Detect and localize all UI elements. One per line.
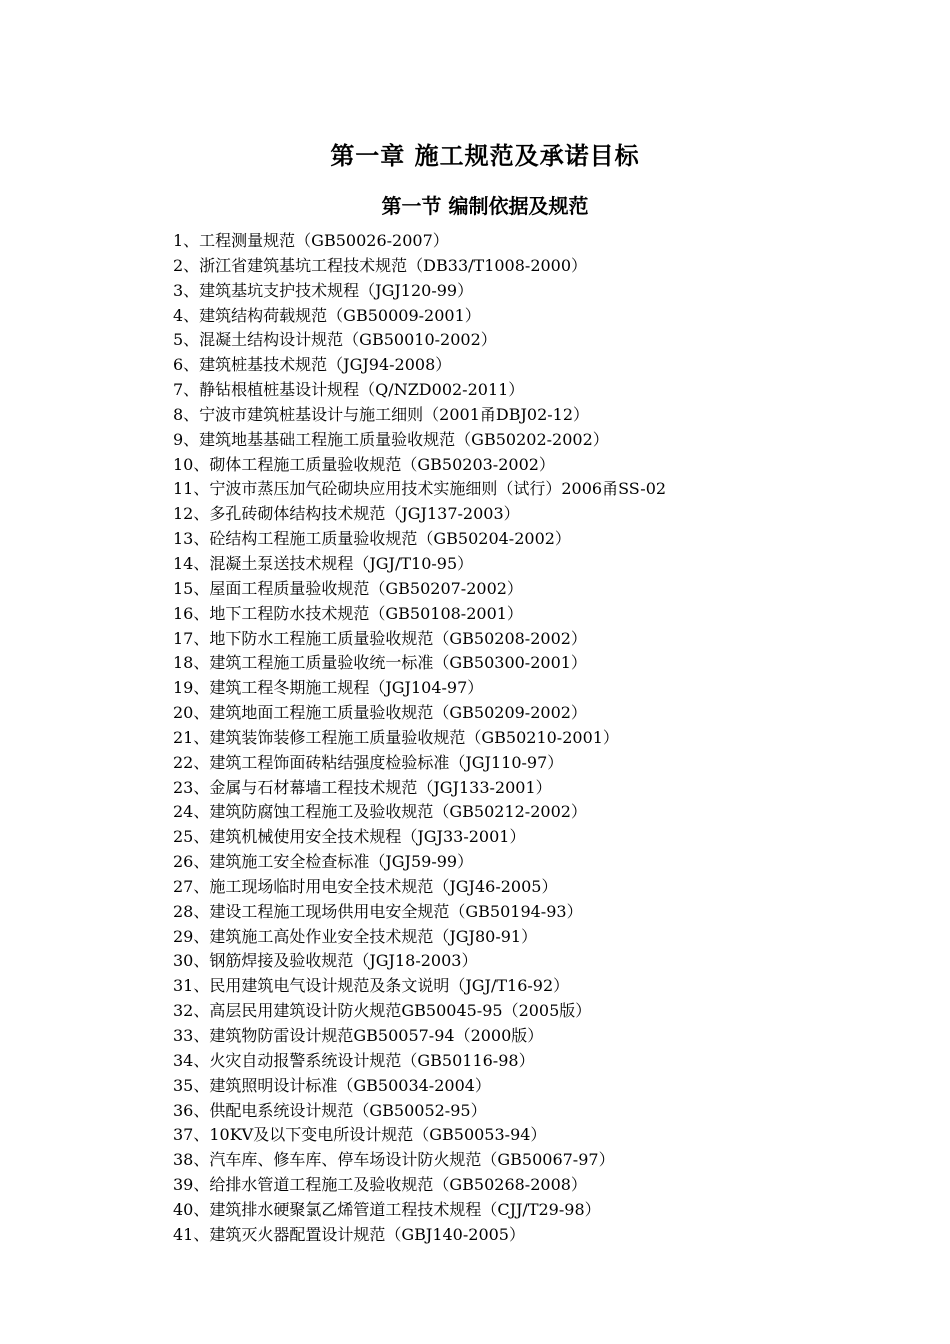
list-item: 6、建筑桩基技术规范（JGJ94-2008）: [173, 355, 452, 375]
list-item: 34、火灾自动报警系统设计规范（GB50116-98）: [173, 1050, 535, 1070]
list-item: 39、给排水管道工程施工及验收规范（GB50268-2008）: [173, 1175, 587, 1195]
list-item: 33、建筑物防雷设计规范GB50057-94（2000版）: [173, 1026, 544, 1045]
list-item: 18、建筑工程施工质量验收统一标准（GB50300-2001）: [173, 653, 587, 673]
list-item: 40、建筑排水硬聚氯乙烯管道工程技术规程（CJJ/T29-98）: [173, 1199, 601, 1219]
list-item: 28、建设工程施工现场供用电安全规范（GB50194-93）: [173, 901, 583, 921]
list-item: 11、宁波市蒸压加气砼砌块应用技术实施细则（试行）2006甬SS-02: [173, 479, 667, 499]
list-item: 10、砌体工程施工质量验收规范（GB50203-2002）: [173, 454, 555, 474]
list-item: 17、地下防水工程施工质量验收规范（GB50208-2002）: [173, 628, 587, 648]
list-item: 4、建筑结构荷载规范（GB50009-2001）: [173, 305, 481, 325]
list-item: 26、建筑施工安全检查标准（JGJ59-99）: [173, 852, 474, 872]
list-item: 19、建筑工程冬期施工规程（JGJ104-97）: [173, 678, 484, 698]
list-item: 9、建筑地基基础工程施工质量验收规范（GB50202-2002）: [173, 429, 609, 449]
list-item: 30、钢筋焊接及验收规范（JGJ18-2003）: [173, 951, 478, 971]
list-item: 21、建筑装饰装修工程施工质量验收规范（GB50210-2001）: [173, 727, 619, 747]
list-item: 32、高层民用建筑设计防火规范GB50045-95（2005版）: [173, 1001, 592, 1021]
list-item: 24、建筑防腐蚀工程施工及验收规范（GB50212-2002）: [173, 802, 587, 822]
list-item: 23、金属与石材幕墙工程技术规范（JGJ133-2001）: [173, 777, 552, 797]
list-item: 14、混凝土泵送技术规程（JGJ/T10-95）: [173, 553, 474, 573]
list-item: 3、建筑基坑支护技术规程（JGJ120-99）: [173, 280, 474, 300]
list-item: 36、供配电系统设计规范（GB50052-95）: [173, 1100, 487, 1120]
list-item: 16、地下工程防水技术规范（GB50108-2001）: [173, 603, 523, 623]
list-item: 37、10KV及以下变电所设计规范（GB50053-94）: [173, 1125, 547, 1145]
list-item: 29、建筑施工高处作业安全技术规范（JGJ80-91）: [173, 926, 538, 946]
standards-list: [173, 229, 666, 1248]
list-item: 22、建筑工程饰面砖粘结强度检验标准（JGJ110-97）: [173, 752, 564, 772]
list-item: 7、静钻根植桩基设计规程（Q/NZD002-2011）: [173, 380, 525, 400]
list-item: 41、建筑灭火器配置设计规范（GBJ140-2005）: [173, 1224, 525, 1244]
section-title: 第一节 编制依据及规范: [381, 194, 589, 218]
chapter-title: 第一章 施工规范及承诺目标: [330, 142, 640, 170]
list-item: 38、汽车库、修车库、停车场设计防火规范（GB50067-97）: [173, 1150, 615, 1170]
list-item: 25、建筑机械使用安全技术规程（JGJ33-2001）: [173, 827, 526, 847]
list-item: 20、建筑地面工程施工质量验收规范（GB50209-2002）: [173, 703, 587, 723]
list-item: 8、宁波市建筑桩基设计与施工细则（2001甬DBJ02-12）: [173, 404, 590, 424]
list-item: 35、建筑照明设计标准（GB50034-2004）: [173, 1075, 491, 1095]
list-item: 12、多孔砖砌体结构技术规范（JGJ137-2003）: [173, 504, 520, 524]
list-item: 1、工程测量规范（GB50026-2007）: [173, 231, 449, 250]
list-item: 2、浙江省建筑基坑工程技术规范（DB33/T1008-2000）: [173, 255, 588, 275]
list-item: 15、屋面工程质量验收规范（GB50207-2002）: [173, 578, 523, 598]
list-item: 31、民用建筑电气设计规范及条文说明（JGJ/T16-92）: [173, 976, 570, 996]
list-item: 27、施工现场临时用电安全技术规范（JGJ46-2005）: [173, 876, 558, 896]
list-item: 5、混凝土结构设计规范（GB50010-2002）: [173, 330, 497, 350]
list-item: 13、砼结构工程施工质量验收规范（GB50204-2002）: [173, 529, 571, 549]
